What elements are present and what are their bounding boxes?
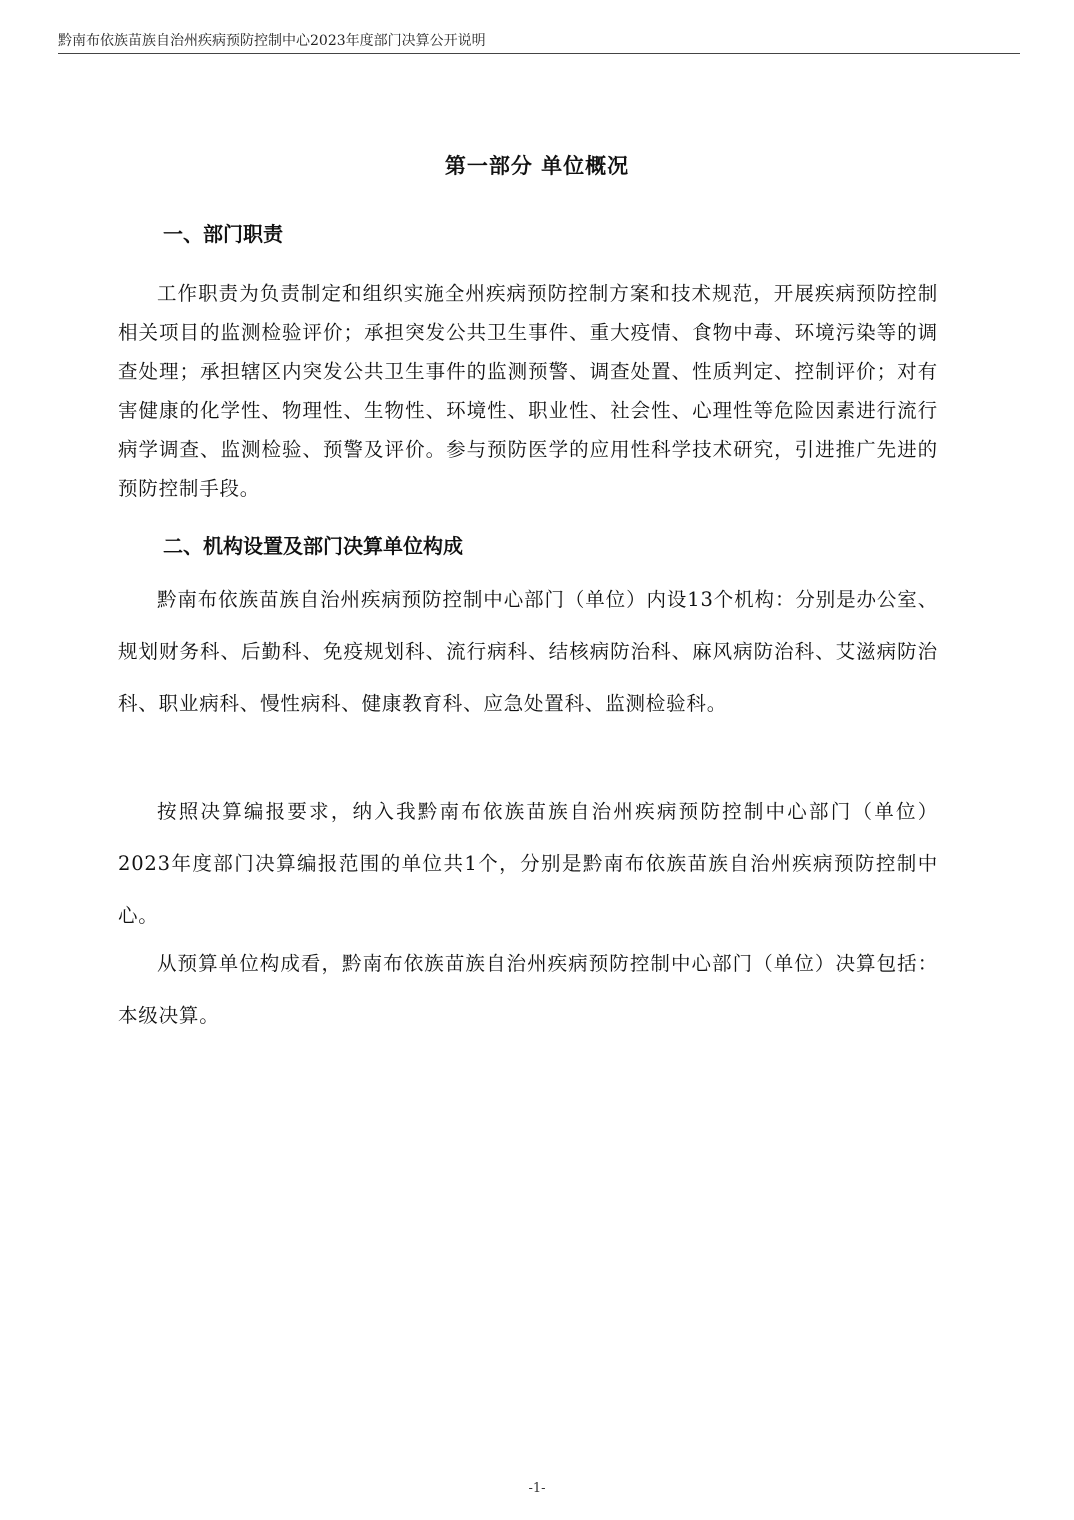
paragraph-budget-composition: 从预算单位构成看，黔南布依族苗族自治州疾病预防控制中心部门（单位）决算包括：本级决算。 (118, 952, 938, 1027)
section-heading-duties: 一、部门职责 (163, 222, 283, 246)
running-header: 黔南布依族苗族自治州疾病预防控制中心2023年度部门决算公开说明 (58, 33, 486, 49)
part-title: 第一部分 单位概况 (444, 154, 630, 178)
paragraph-reporting-scope: 按照决算编报要求，纳入我黔南布依族苗族自治州疾病预防控制中心部门（单位）2023年度部门决算编报范围的单位共1个，分别是黔南布依族苗族自治州疾病预防控制中心。 (118, 800, 938, 927)
header-divider (58, 53, 1020, 54)
paragraph-internal-structure: 黔南布依族苗族自治州疾病预防控制中心部门（单位）内设13个机构：分别是办公室、规划财务科、后勤科、免疫规划科、流行病科、结核病防治科、麻风病防治科、艾滋病防治科、职业病科、慢性病科、健康教育科、应急处置科、监测检验科。 (118, 588, 938, 715)
paragraph-duties: 工作职责为负责制定和组织实施全州疾病预防控制方案和技术规范，开展疾病预防控制相关项目的监测检验评价；承担突发公共卫生事件、重大疫情、食物中毒、环境污染等的调查处理；承担辖区内突发公共卫生事件的监测预警、调查处置、性质判定、控制评价；对有害健康的化学性、物理性、生物性、环境性、职业性、社会性、心理性等危险因素进行流行病学调查、监测检验、预警及评价。参与预防医学的应用性科学技术研究，引进推广先进的预防控制手段。 (118, 282, 938, 500)
page-number: -1- (528, 1481, 546, 1496)
section-heading-organization: 二、机构设置及部门决算单位构成 (163, 534, 463, 558)
